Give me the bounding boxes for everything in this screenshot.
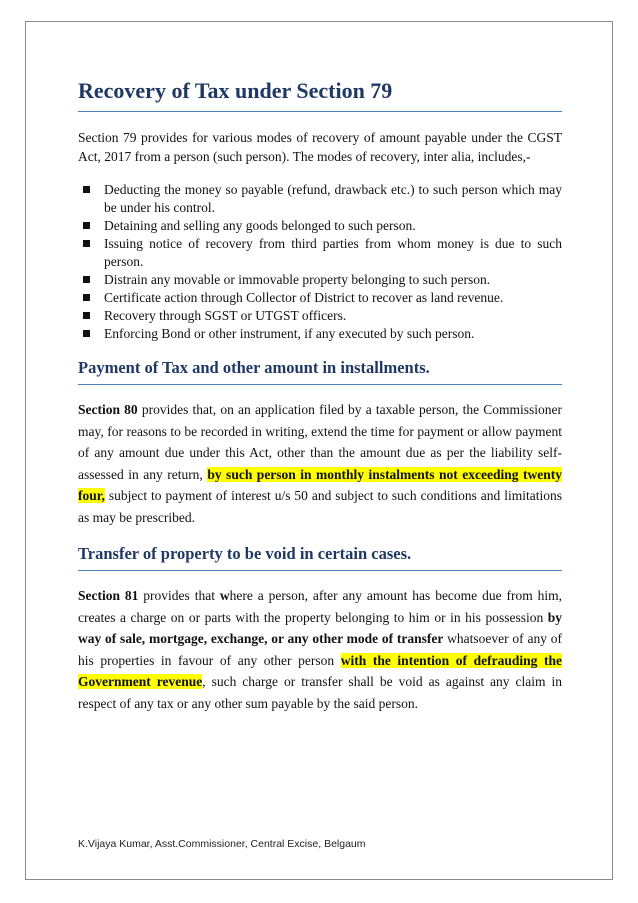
square-bullet-icon <box>83 294 90 301</box>
list-item: Detaining and selling any goods belonged to such person. <box>78 217 562 235</box>
square-bullet-icon <box>83 276 90 283</box>
square-bullet-icon <box>83 240 90 247</box>
section-81-paragraph: Section 81 provides that where a person, after any amount has become due from him, creates a charge on or parts with the property belonging to him or in his possession by way of sale, mortgage, exchange, or any other mode of transfer whatsoever of any of his properties in favour of any other person with the intention of defrauding the Government revenue, such charge or transfer shall be void as against any claim in respect of any tax or any other sum payable by the said person. <box>78 588 562 711</box>
section-80-heading: Payment of Tax and other amount in installments. <box>78 358 562 385</box>
square-bullet-icon <box>83 222 90 229</box>
intro-paragraph: Section 79 provides for various modes of recovery of amount payable under the CGST Act, 2017 from a person (such person). The modes of recovery, inter alia, includes,- <box>78 130 562 164</box>
bold-transfer-text: by way of sale, mortgage, exchange, or any other mode of transfer <box>78 609 562 646</box>
page-footer: K.Vijaya Kumar, Asst.Commissioner, Central Excise, Belgaum <box>78 838 366 850</box>
section-81-heading: Transfer of property to be void in certain cases. <box>78 544 562 571</box>
recovery-modes-list <box>78 181 562 343</box>
highlighted-text: with the intention of defrauding the Government revenue <box>78 652 562 689</box>
highlighted-text: by such person in monthly instalments not exceeding twenty four, <box>78 466 563 503</box>
list-item: Deducting the money so payable (refund, drawback etc.) to such person which may be under his control. <box>78 181 562 217</box>
section-80-label: Section 80 <box>78 402 138 417</box>
list-item: Recovery through SGST or UTGST officers. <box>78 307 562 325</box>
document-body <box>78 78 562 714</box>
list-item: Certificate action through Collector of District to recover as land revenue. <box>78 289 562 307</box>
list-item: Distrain any movable or immovable property belonging to such person. <box>78 271 562 289</box>
list-item: Enforcing Bond or other instrument, if any executed by such person. <box>78 325 562 343</box>
square-bullet-icon <box>83 330 90 337</box>
square-bullet-icon <box>83 312 90 319</box>
list-item: Issuing notice of recovery from third parties from whom money is due to such person. <box>78 235 562 271</box>
page-title: Recovery of Tax under Section 79 <box>78 78 562 112</box>
section-80-paragraph: Section 80 provides that, on an application filed by a taxable person, the Commissioner may, for reasons to be recorded in writing, extend the time for payment or allow payment of any amount due under this Act, other than the amount due as per the liability self-assessed in any return, by such person in monthly instalments not exceeding twenty four, subject to payment of interest u/s 50 and subject to such conditions and limitations as may be prescribed. <box>78 402 563 525</box>
section-81-label: Section 81 <box>78 588 139 603</box>
square-bullet-icon <box>83 186 90 193</box>
